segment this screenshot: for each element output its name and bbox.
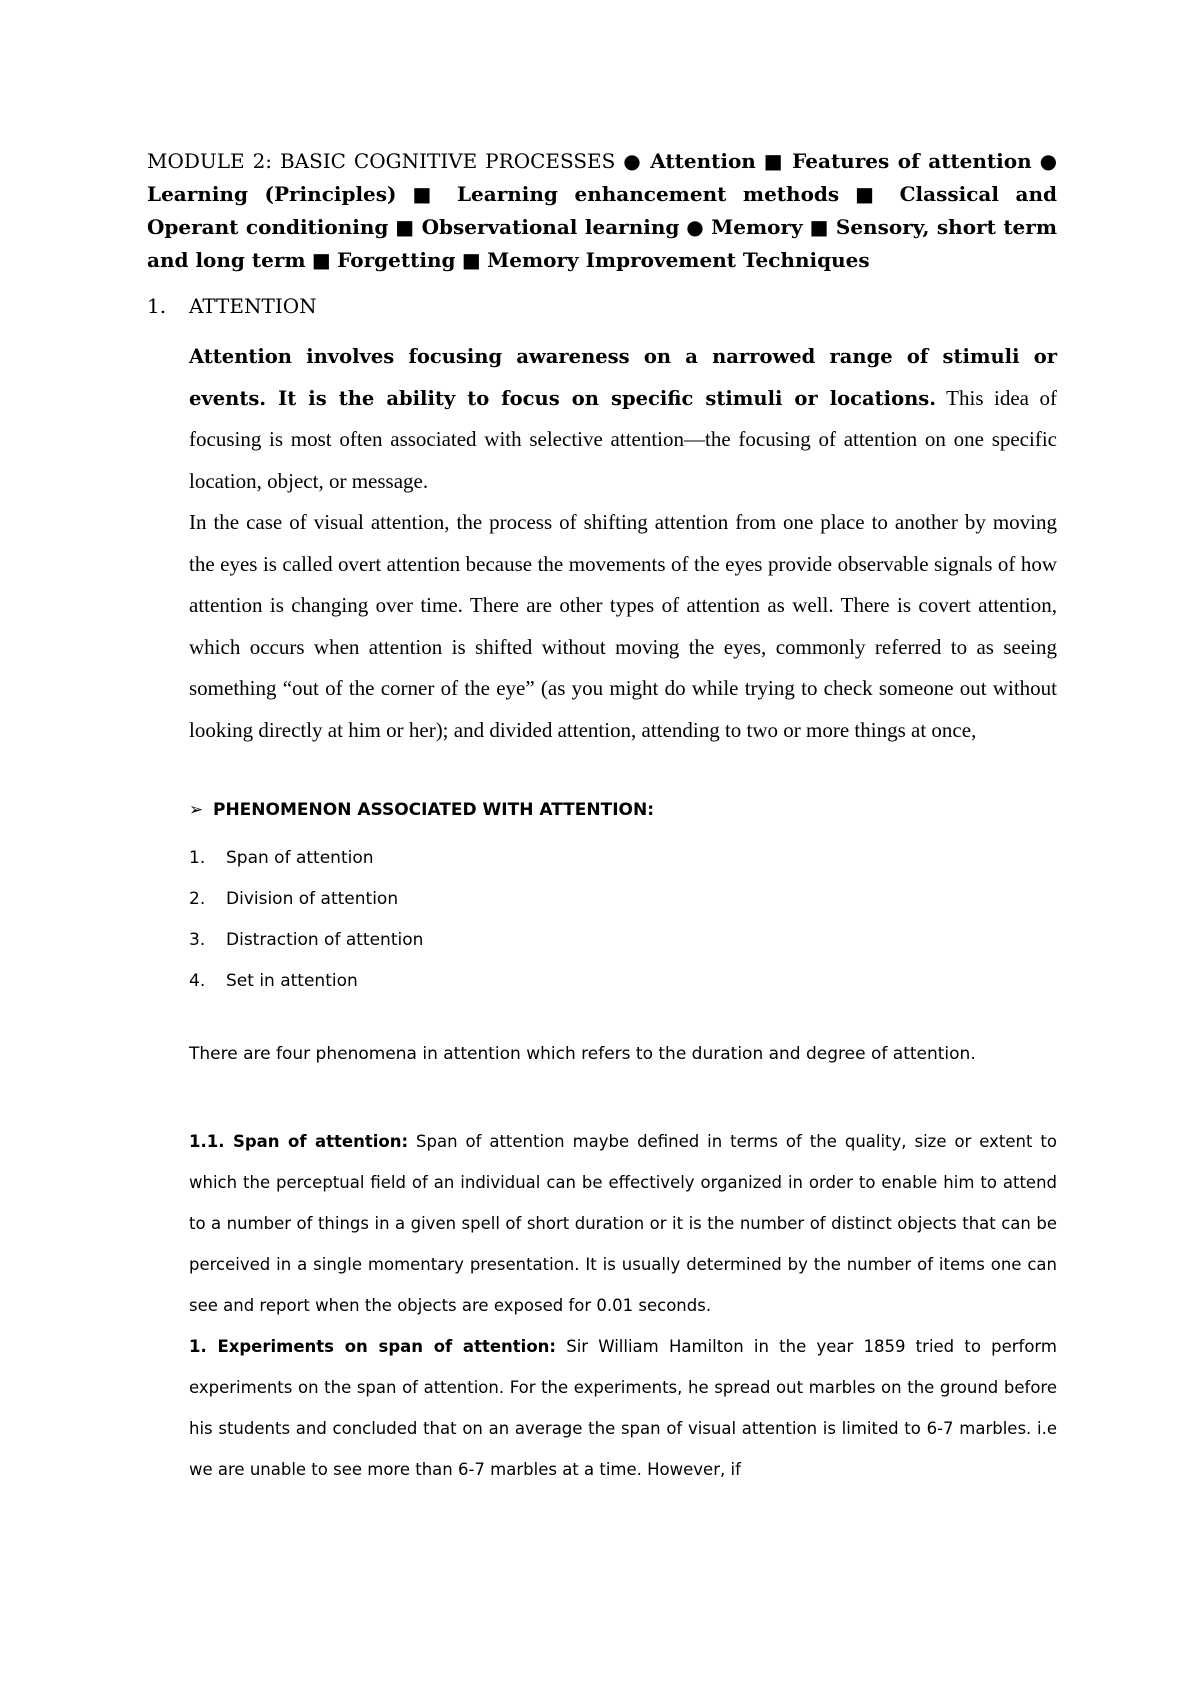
arrow-bullet-icon: ➢ bbox=[189, 800, 204, 820]
visual-attention-paragraph: In the case of visual attention, the process of shifting attention from one place to another by moving the eyes is called overt attention because the movements of the eyes provide observable signals of how attention is changing over time. There are other types of attention as well. There is covert attention, which occurs when attention is shifted without moving the eyes, commonly referred to as seeing something “out of the corner of the eye” (as you might do while trying to check someone out without looking directly at him or her); and divided attention, attending to two or more things at once, bbox=[189, 510, 1057, 742]
module-title: MODULE 2: BASIC COGNITIVE PROCESSES bbox=[147, 149, 616, 173]
definition-rest: This idea of focusing is most often associated with selective attention—the focusing of attention on one specific location, object, or message. bbox=[189, 385, 1057, 493]
span-label: 1.1. Span of attention: bbox=[189, 1132, 409, 1151]
attention-definition bbox=[189, 336, 1057, 502]
topic-memory-improvement: Memory Improvement Techniques bbox=[487, 248, 870, 272]
phenomena-summary: There are four phenomena in attention which refers to the duration and degree of attention. bbox=[189, 1044, 976, 1064]
experiments-text: Sir William Hamilton in the year 1859 tried to perform experiments on the span of attention. For the experiments, he spread out marbles on the ground before his students and concluded that on an average the span of visual attention is limited to 6-7 marbles. i.e we are unable to see more than 6-7 marbles at a time. However, if bbox=[189, 1337, 1058, 1479]
list-item: 4. Set in attention bbox=[189, 971, 358, 991]
topic-learning: Learning (Principles) bbox=[147, 182, 397, 206]
experiments-paragraph bbox=[189, 1326, 1057, 1490]
section-number: 1. bbox=[147, 294, 167, 318]
topic-attention: Attention bbox=[650, 149, 756, 173]
square-bullet-icon: ■ bbox=[412, 182, 441, 206]
phenomenon-heading bbox=[189, 800, 654, 820]
topic-forgetting: Forgetting bbox=[337, 248, 456, 272]
list-item: 3. Distraction of attention bbox=[189, 930, 424, 950]
topic-conditioning: Classical and Operant conditioning bbox=[147, 182, 1058, 239]
topic-memory: Memory bbox=[711, 215, 803, 239]
experiments-label: 1. Experiments on span of attention: bbox=[189, 1337, 557, 1356]
list-item: 1. Span of attention bbox=[189, 848, 374, 868]
square-bullet-icon: ■ bbox=[461, 248, 481, 272]
section-heading bbox=[147, 294, 317, 318]
square-bullet-icon: ■ bbox=[855, 182, 884, 206]
topic-memory-types: Sensory, short term and long term bbox=[147, 215, 1057, 272]
square-bullet-icon: ■ bbox=[763, 149, 785, 173]
span-of-attention-paragraph bbox=[189, 1121, 1057, 1326]
bullet-icon: ● bbox=[686, 215, 705, 239]
section-title: ATTENTION bbox=[189, 294, 317, 318]
topic-features: Features of attention bbox=[792, 149, 1032, 173]
square-bullet-icon: ■ bbox=[809, 215, 829, 239]
square-bullet-icon: ■ bbox=[311, 248, 331, 272]
module-header bbox=[147, 145, 1057, 277]
bullet-icon: ● bbox=[1039, 149, 1058, 173]
list-item: 2. Division of attention bbox=[189, 889, 399, 909]
square-bullet-icon: ■ bbox=[395, 215, 415, 239]
span-text: Span of attention maybe defined in terms of the quality, size or extent to which the perceptual field of an individual can be effectively organized in order to enable him to attend to a number of things in a given spell of short duration or it is the number of distinct objects that can be perceived in a single momentary presentation. It is usually determined by the number of items one can see and report when the objects are exposed for 0.01 seconds. bbox=[189, 1132, 1057, 1315]
bullet-icon: ● bbox=[623, 149, 643, 173]
topic-enhancement: Learning enhancement methods bbox=[456, 182, 840, 206]
topic-observational: Observational learning bbox=[421, 215, 680, 239]
definition-bold: Attention involves focusing awareness on a narrowed range of stimuli or events. It is the ability to focus on specific stimuli or locations. bbox=[189, 345, 1057, 410]
phenomenon-heading-text: PHENOMENON ASSOCIATED WITH ATTENTION: bbox=[213, 800, 655, 820]
phenomenon-list bbox=[189, 838, 423, 1002]
